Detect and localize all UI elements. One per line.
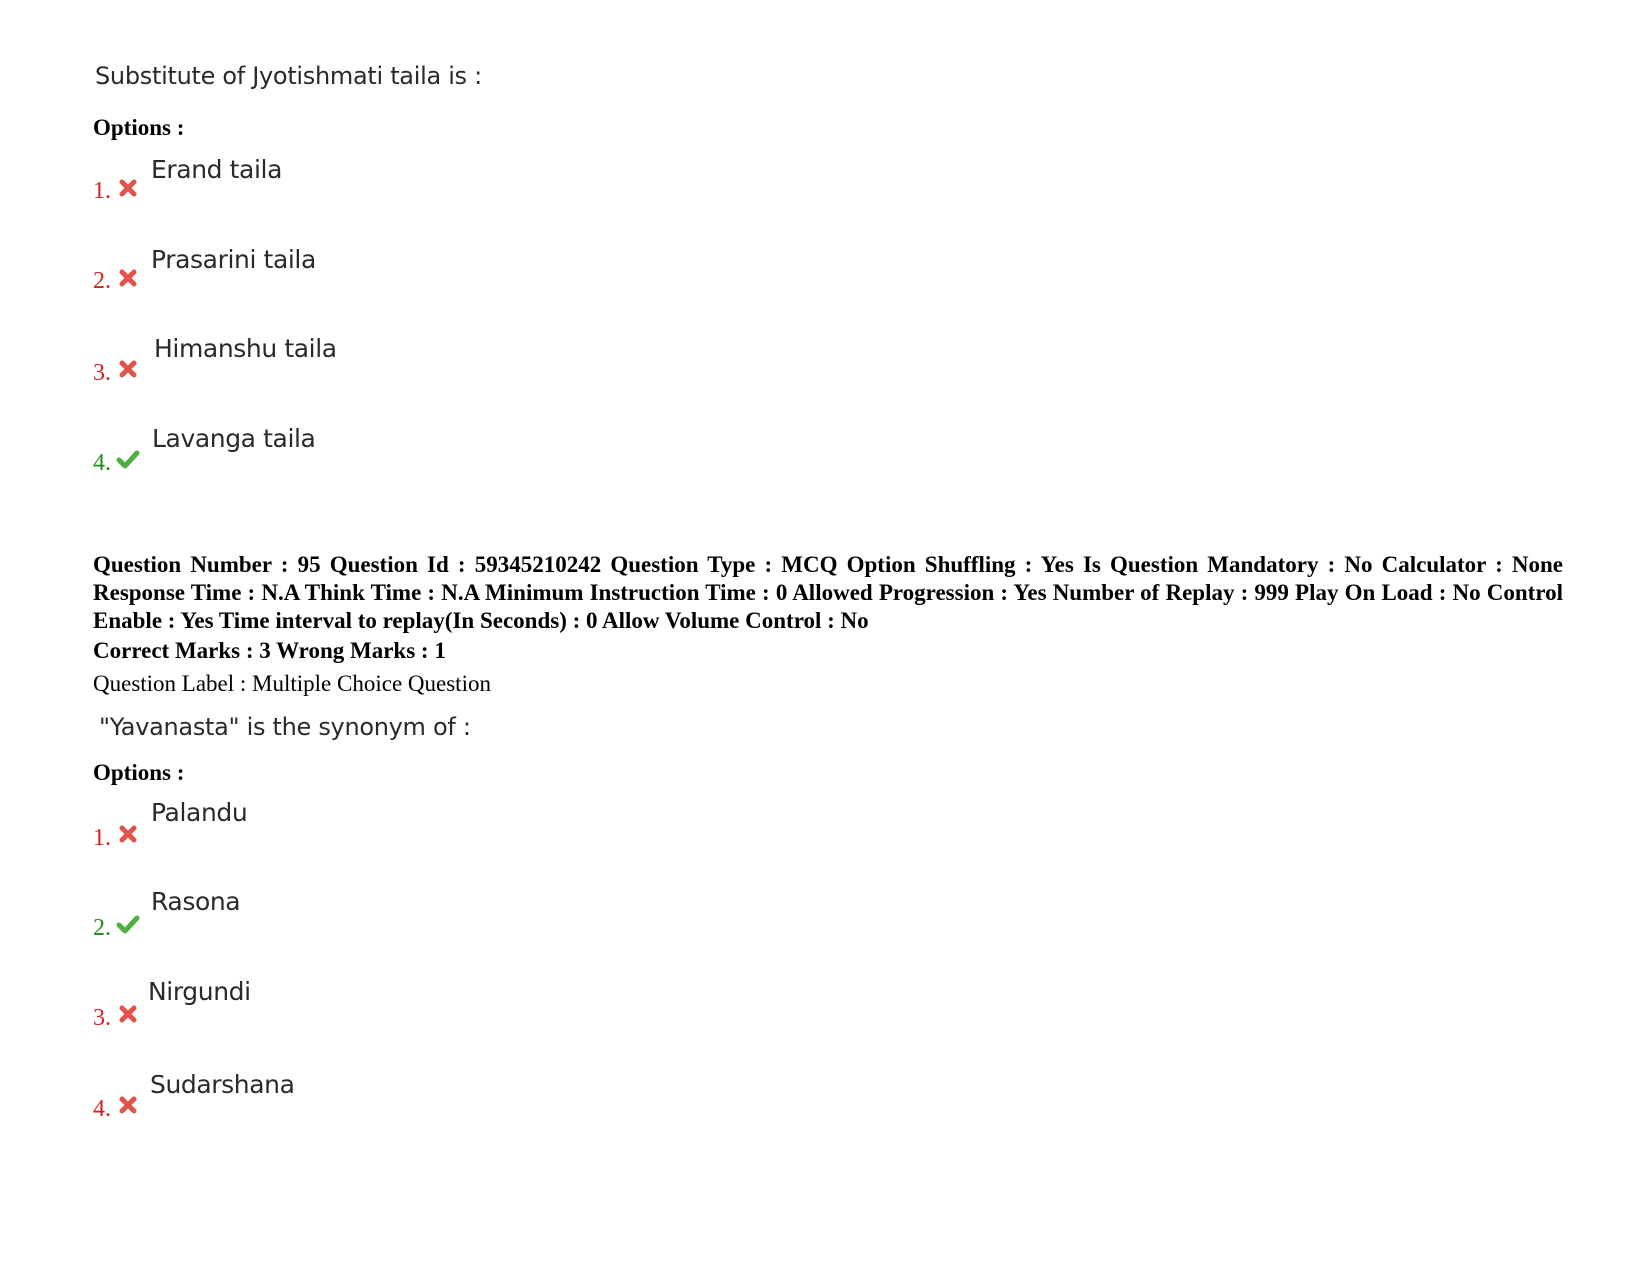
- q2-option-4-number: 4.: [93, 1096, 111, 1122]
- q1-option-3-number: 3.: [93, 360, 111, 386]
- q2-option-2-text: Rasona: [151, 887, 241, 916]
- cross-icon: [117, 1094, 139, 1116]
- q2-option-1-number: 1.: [93, 825, 111, 851]
- q2-option-3-text: Nirgundi: [148, 977, 251, 1006]
- q2-option-2-number: 2.: [93, 915, 111, 941]
- q1-option-1-number: 1.: [93, 178, 111, 204]
- question-2-text: "Yavanasta" is the synonym of :: [99, 713, 471, 741]
- q1-option-4-number: 4.: [93, 450, 111, 476]
- question-1-options-heading: Options :: [93, 115, 185, 140]
- cross-icon: [117, 358, 139, 380]
- check-icon: [116, 913, 140, 935]
- question-2-label: Question Label : Multiple Choice Question: [93, 671, 491, 696]
- question-1-text: Substitute of Jyotishmati taila is :: [95, 62, 482, 90]
- q2-option-3-number: 3.: [93, 1005, 111, 1031]
- cross-icon: [117, 267, 139, 289]
- q1-option-4-text: Lavanga taila: [152, 424, 316, 453]
- cross-icon: [117, 177, 139, 199]
- q2-option-4-text: Sudarshana: [150, 1070, 295, 1099]
- q1-option-2-text: Prasarini taila: [151, 245, 316, 274]
- cross-icon: [117, 823, 139, 845]
- q1-option-2-number: 2.: [93, 268, 111, 294]
- question-2-options-heading: Options :: [93, 760, 185, 785]
- q2-option-1-text: Palandu: [151, 798, 248, 827]
- question-2-metadata: Question Number : 95 Question Id : 59345210242 Question Type : MCQ Option Shuffling : Yes Is Question Mandatory : No Calculator : None Response Time : N.A Think Time : N.A Minimum Instruction Time : 0 Allowed Progression : Yes Number of Replay : 999 Play On Load : No Control Enable : Yes Time interval to replay(In Seconds) : 0 Allow Volume Control : No: [93, 552, 1563, 633]
- question-2-marks: Correct Marks : 3 Wrong Marks : 1: [93, 638, 446, 663]
- cross-icon: [117, 1003, 139, 1025]
- check-icon: [116, 448, 140, 470]
- q1-option-3-text: Himanshu taila: [154, 334, 337, 363]
- q1-option-1-text: Erand taila: [151, 155, 282, 184]
